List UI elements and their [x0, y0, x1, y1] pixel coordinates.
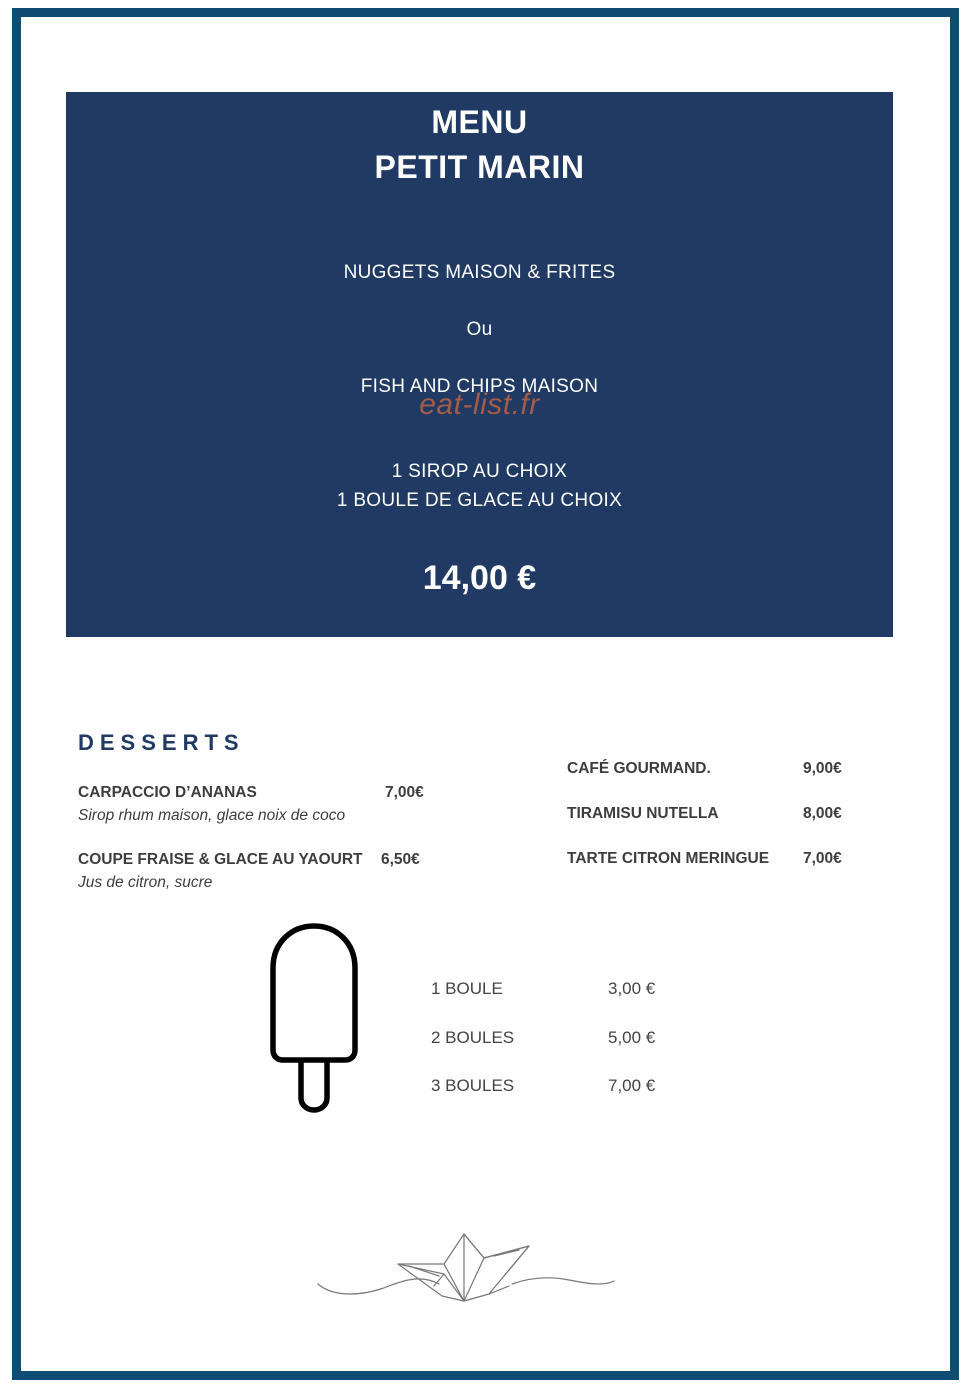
dessert-description: Sirop rhum maison, glace noix de coco: [78, 807, 346, 824]
menu-option-2: FISH AND CHIPS MAISON: [360, 376, 599, 397]
menu-option-1: NUGGETS MAISON & FRITES: [343, 262, 616, 283]
menu-subtitle: PETIT MARIN: [374, 149, 585, 185]
menu-panel: [66, 92, 893, 637]
paper-boat-icon: [314, 1226, 618, 1306]
menu-drink: 1 SIROP AU CHOIX: [391, 461, 568, 482]
menu-ice-cream: 1 BOULE DE GLACE AU CHOIX: [336, 490, 623, 511]
dessert-description: Jus de citron, sucre: [78, 874, 213, 891]
scoop-price: 7,00 €: [608, 1076, 656, 1095]
dessert-name: COUPE FRAISE & GLACE AU YAOURT: [78, 851, 363, 868]
scoop-name: 3 BOULES: [431, 1076, 515, 1095]
scoop-name: 1 BOULE: [431, 979, 503, 998]
dessert-name: TIRAMISU NUTELLA: [567, 805, 719, 822]
menu-separator: Ou: [466, 319, 493, 340]
menu-price: 14,00 €: [422, 559, 537, 597]
scoop-price: 3,00 €: [608, 979, 656, 998]
watermark: eat-list.fr: [419, 388, 540, 421]
dessert-name: TARTE CITRON MERINGUE: [567, 850, 770, 867]
dessert-name: CAFÉ GOURMAND.: [567, 760, 711, 777]
scoop-name: 2 BOULES: [431, 1028, 515, 1047]
menu-title: MENU: [431, 104, 528, 140]
popsicle-icon: [268, 922, 360, 1116]
desserts-heading: DESSERTS: [78, 730, 245, 755]
dessert-price: 7,00€: [385, 784, 424, 801]
dessert-price: 7,00€: [803, 850, 842, 867]
scoop-price: 5,00 €: [608, 1028, 656, 1047]
dessert-price: 8,00€: [803, 805, 842, 822]
dessert-name: CARPACCIO D’ANANAS: [78, 784, 257, 801]
dessert-price: 6,50€: [381, 851, 420, 868]
dessert-price: 9,00€: [803, 760, 842, 777]
